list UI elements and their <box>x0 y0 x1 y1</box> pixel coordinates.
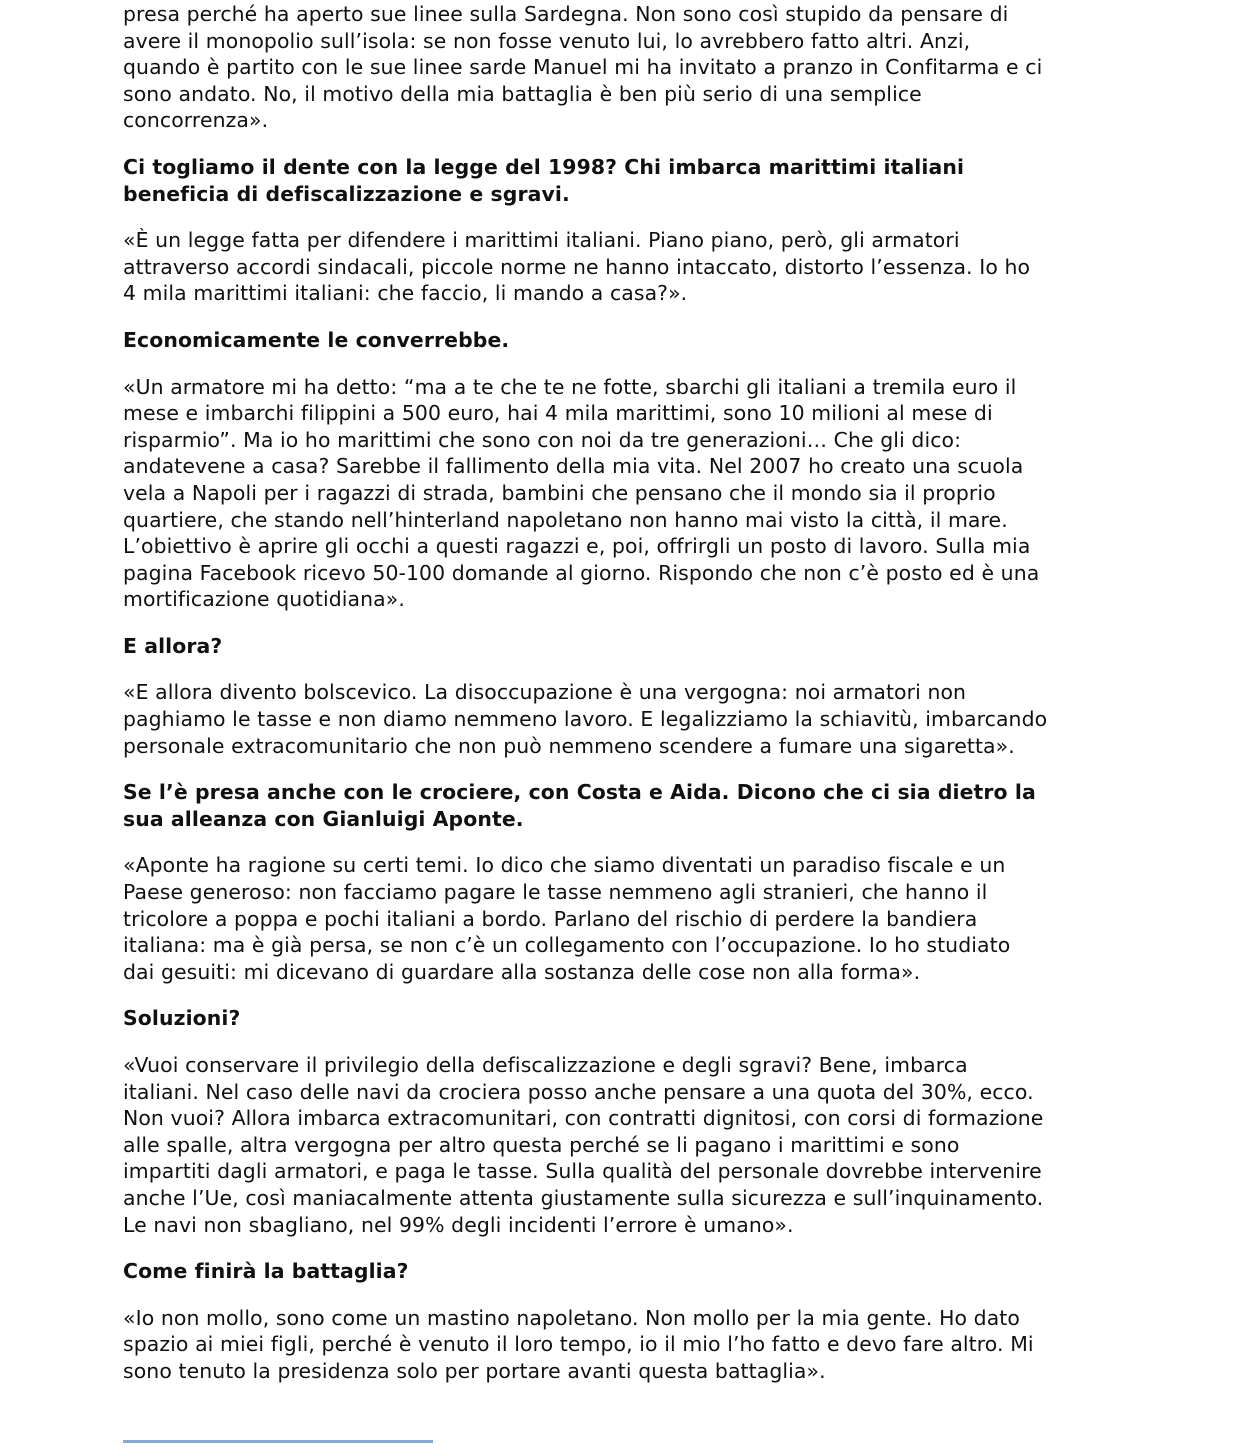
text-line: Economicamente le converrebbe. <box>123 327 510 352</box>
text-line: «È un legge fatta per difendere i marittimi italiani. Piano piano, però, gli armatori <box>123 228 960 253</box>
text-line: sono andato. No, il motivo della mia battaglia è ben più serio di una semplice <box>123 81 922 106</box>
text-line: personale extracomunitario che non può nemmeno scendere a fumare una sigaretta». <box>123 733 1015 758</box>
text-line: «Vuoi conservare il privilegio della defiscalizzazione e degli sgravi? Bene, imbarca <box>123 1053 968 1077</box>
text-line: attraverso accordi sindacali, piccole norme ne hanno intaccato, distorto l’essenza. Io ho <box>123 254 1031 279</box>
question-heading <box>123 633 1123 660</box>
text-line: Paese generoso: non facciamo pagare le tasse nemmeno agli stranieri, che hanno il <box>123 880 988 905</box>
text-line: concorrenza». <box>123 108 269 133</box>
text-line: presa perché ha aperto sue linee sulla Sardegna. Non sono così stupido da pensare di <box>123 2 1009 26</box>
text-line: Le navi non sbagliano, nel 99% degli incidenti l’errore è umano». <box>123 1212 794 1237</box>
text-line: risparmio”. Ma io ho marittimi che sono con noi da tre generazioni… Che gli dico: <box>123 427 962 452</box>
answer-paragraph <box>123 1305 1123 1385</box>
text-line: pagina Facebook ricevo 50-100 domande al giorno. Rispondo che non c’è posto ed è una <box>123 560 1040 585</box>
text-line: «Aponte ha ragione su certi temi. Io dico che siamo diventati un paradiso fiscale e un <box>123 853 1006 878</box>
text-line: Soluzioni? <box>123 1006 241 1031</box>
text-line: «Un armatore mi ha detto: “ma a te che te ne fotte, sbarchi gli italiani a tremila euro il <box>123 374 1017 399</box>
question-heading <box>123 779 1123 832</box>
text-line: mortificazione quotidiana». <box>123 587 405 612</box>
text-line: Ci togliamo il dente con la legge del 1998? Chi imbarca marittimi italiani <box>123 154 965 179</box>
text-line: mese e imbarchi filippini a 500 euro, hai 4 mila marittimi, sono 10 milioni al mese di <box>123 401 993 426</box>
answer-paragraph <box>123 227 1123 307</box>
text-line: quartiere, che stando nell’hinterland napoletano non hanno mai visto la città, il mare. <box>123 507 1008 532</box>
text-line: dai gesuiti: mi dicevano di guardare alla sostanza delle cose non alla forma». <box>123 959 921 984</box>
question-heading <box>123 1005 1123 1032</box>
answer-paragraph <box>123 1052 1123 1238</box>
answer-paragraph <box>123 679 1123 759</box>
text-line: italiana: ma è già persa, se non c’è un collegamento con l’occupazione. Io ho studiato <box>123 933 1011 958</box>
text-line: andatevene a casa? Sarebbe il fallimento della mia vita. Nel 2007 ho creato una scuola <box>123 454 1024 479</box>
text-line: Come finirà la battaglia? <box>123 1259 409 1284</box>
text-line: paghiamo le tasse e non diamo nemmeno lavoro. E legalizziamo la schiavitù, imbarcando <box>123 707 1048 732</box>
text-line: alle spalle, altra vergogna per altro questa perché se li pagano i marittimi e sono <box>123 1132 960 1157</box>
text-line: «E allora divento bolscevico. La disoccupazione è una vergogna: noi armatori non <box>123 680 967 705</box>
text-line: spazio ai miei figli, perché è venuto il loro tempo, io il mio l’ho fatto e devo fare altro. Mi <box>123 1332 1034 1357</box>
text-line: quando è partito con le sue linee sarde Manuel mi ha invitato a pranzo in Confitarma e ci <box>123 55 1043 80</box>
text-line: sono tenuto la presidenza solo per portare avanti questa battaglia». <box>123 1358 826 1383</box>
cropped-link-line[interactable] <box>123 1440 433 1448</box>
document-page <box>123 0 1123 1405</box>
text-line: L’obiettivo è aprire gli occhi a questi ragazzi e, poi, offrirgli un posto di lavoro. Sulla mia <box>123 534 1031 559</box>
text-line: vela a Napoli per i ragazzi di strada, bambini che pensano che il mondo sia il proprio <box>123 480 996 505</box>
text-line: Non vuoi? Allora imbarca extracomunitari, con contratti dignitosi, con corsi di formazione <box>123 1106 1044 1131</box>
text-line: 4 mila marittimi italiani: che faccio, li mando a casa?». <box>123 281 688 306</box>
question-heading <box>123 1258 1123 1285</box>
text-line: Se l’è presa anche con le crociere, con Costa e Aida. Dicono che ci sia dietro la <box>123 780 1036 805</box>
answer-paragraph <box>123 1 1123 134</box>
text-line: italiani. Nel caso delle navi da crociera posso anche pensare a una quota del 30%, ecco. <box>123 1079 1034 1104</box>
answer-paragraph <box>123 852 1123 985</box>
text-line: avere il monopolio sull’isola: se non fosse venuto lui, lo avrebbero fatto altri. Anzi, <box>123 28 971 53</box>
text-line: E allora? <box>123 633 223 658</box>
text-line: «Io non mollo, sono come un mastino napoletano. Non mollo per la mia gente. Ho dato <box>123 1305 1020 1330</box>
text-line: beneficia di defiscalizzazione e sgravi. <box>123 181 570 206</box>
text-line: anche l’Ue, così maniacalmente attenta giustamente sulla sicurezza e sull’inquinamento. <box>123 1185 1044 1210</box>
text-line: sua alleanza con Gianluigi Aponte. <box>123 806 524 831</box>
question-heading <box>123 327 1123 354</box>
text-line: tricolore a poppa e pochi italiani a bordo. Parlano del rischio di perdere la bandiera <box>123 906 978 931</box>
answer-paragraph <box>123 374 1123 613</box>
text-line: impartiti dagli armatori, e paga le tasse. Sulla qualità del personale dovrebbe intervenire <box>123 1159 1042 1184</box>
question-heading <box>123 154 1123 207</box>
